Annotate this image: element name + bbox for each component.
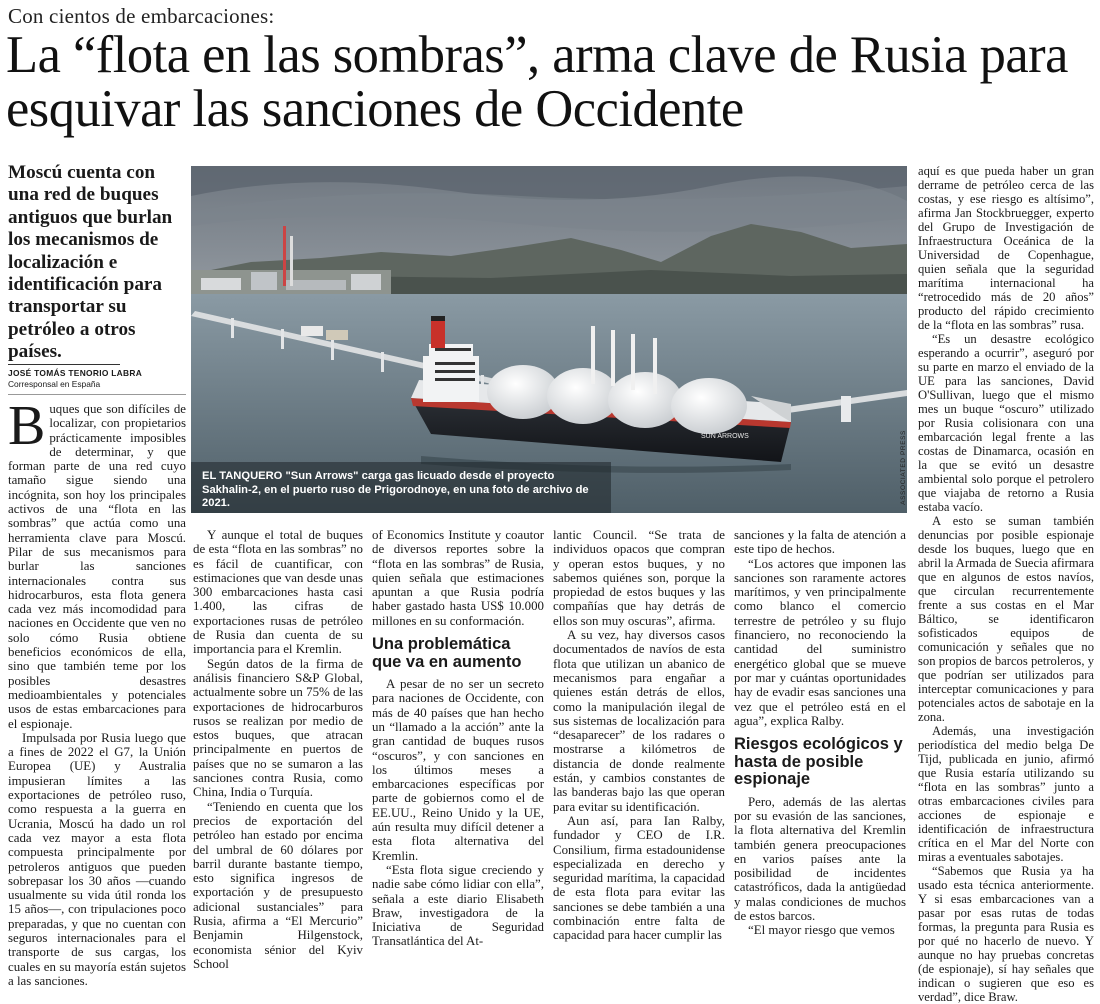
col6-paragraph-1: aquí es que pueda haber un gran derrame de petróleo cerca de las costas, y ese riesgo es altísimo”, afirma Jan Stockbruegger, experto del Grupo de Investigación de Infraestructura Oceánica de la Universidad de Copenhague, quien señala que la seguridad marítima internacional ha “retrocedido más de 20 años” producto del rápido crecimiento de la “flota en las sombras” rusa.	[918, 164, 1094, 332]
col3-paragraph-2: A pesar de no ser un secreto para naciones de Occidente, con más de 40 países que han hecho un “llamado a la acción” ante la gran cantidad de buques rusos “oscuros”, y con sanciones en los últimos meses a embarcaciones específicas por parte de gobiernos como el de EE.UU., Reino Unido y la UE, aún resulta muy difícil detener a esta flota alternativa del Kremlin.	[372, 677, 544, 863]
column-3	[372, 528, 544, 949]
column-6	[918, 164, 1094, 1004]
col1-p1-text: uques que son difíciles de localizar, con propietarios prácticamente imposibles de determinar, y que forman parte de una red cuyo tamaño sigue siendo una incógnita, son hoy los principales activos de una “flota en las sombras” que actúa como una herramienta clave para Moscú. Pilar de sus mecanismos para burlar las sanciones internacionales contra sus hidrocarburos, esta flota genera cada vez más incomodidad para naciones en Occidente que ven no solo cómo Rusia obtiene beneficios económicos de ella, sino que también teme por los posibles desastres medioambientales y potenciales usos de estas embarcaciones para el espionaje.	[8, 402, 186, 731]
tanker-photo	[191, 166, 907, 513]
col2-paragraph-3: “Teniendo en cuenta que los precios de exportación del petróleo han estado por encima del umbral de 60 dólares por barril durante bastante tiempo, esto significa ingresos de exportación y de presupuesto adicional sustanciales” para Rusia, afirma a “El Mercurio” Benjamin Hilgenstock, economista sénior del Kyiv School	[193, 799, 363, 971]
caption-lead: EL TANQUERO "Sun Arrows"	[202, 470, 359, 482]
col1-paragraph-2: Impulsada por Rusia luego que a fines de 2022 el G7, la Unión Europea (UE) y Australia impusieran límites a las exportaciones de petróleo ruso, como respuesta a la guerra en Ucrania, Moscú ha dado un rol cada vez mayor a esta flota compuesta principalmente por petroleros antiguos que pueden sobrepasar los 30 años —cuando usualmente su vida útil ronda los 15 años—, con tripulaciones poco preparadas, y que no cuentan con seguros internacionales para el transporte de sus cargas, los cuales en su mayoría están sujetos a las sanciones.	[8, 730, 186, 988]
col6-paragraph-3: A esto se suman también denuncias por posible espionaje desde los buques, luego que en abril la Armada de Suecia afirmara que en algunos de estos navíos, que circulan recurrentemente frente a sus costas en el Mar Báltico, se identificaron sofisticados equipos de comunicación y señales que no son propios de barcos petroleros, y que podrían ser utilizados para interceptar comunicaciones y para potenciales actos de sabotaje en la zona.	[918, 514, 1094, 724]
column-4	[553, 528, 725, 943]
col5-paragraph-2: “Los actores que imponen las sanciones son raramente actores marítimos, y ven principalmente como blanco el comercio terrestre de petróleo y su flujo financiero, no reconociendo la cantidad del suministro energético global que se mueve por mar y cuántas oportunidades hay de evadir esas sanciones una vez que el petróleo está en el agua”, explica Ralby.	[734, 556, 906, 728]
col1-paragraph-1	[8, 395, 186, 731]
ship-name-label: SUN ARROWS	[701, 433, 749, 440]
kicker: Con cientos de embarcaciones:	[8, 4, 275, 28]
summary: Moscú cuenta con una red de buques antiguos que burlan los mecanismos de localización e identificación para transportar su petróleo a otros países.	[8, 162, 173, 363]
col3-paragraph-1: of Economics Institute y coautor de diversos reportes sobre la “flota en las sombras” de Rusia, quien señala que estimaciones apuntan a que Rusia podría haber gastado hasta US$ 10.000 millones en su conformación.	[372, 528, 544, 628]
col4-paragraph-3: Aun así, para Ian Ralby, fundador y CEO de I.R. Consilium, firma estadounidense especializada en derecho y seguridad marítima, la capacidad de esta flota para evitar las sanciones se debe también a una combinación entre falta de capacidad para hacer cumplir las	[553, 813, 725, 943]
col4-paragraph-2: A su vez, hay diversos casos documentados de navíos de esta flota que utilizan un abanico de mecanismos para engañar a quienes están detrás de ellos, como la manipulación ilegal de sus sistemas de localización para “desaparecer” de los radares o mostrarse a kilómetros de distancia de donde realmente están, y cambios constantes de las banderas bajo las que operan para evitar su identificación.	[553, 628, 725, 814]
col5-paragraph-1: sanciones y la falta de atención a este tipo de hechos.	[734, 528, 906, 557]
col6-paragraph-2: “Es un desastre ecológico esperando a ocurrir”, aseguró por su parte en marzo el enviado de la UE para las sanciones, David O'Sullivan, luego que el mismo mes un buque “oscuro” utilizado por Rusia colisionara con una embarcación legal frente a las costas de Dinamarca, ocasión en la que se evitó un desastre ambiental solo porque el petrolero que viajaba de retorno a Rusia estaba vacío.	[918, 332, 1094, 514]
col6-paragraph-4: Además, una investigación periodística del medio belga De Tijd, publicada en junio, afirmó que Rusia estaría utilizando su “flota en las sombras” junto a otras embarcaciones civiles para acciones de espionaje e identificación de infraestructura crítica en el Mar del Norte con miras a eventuales sabotajes.	[918, 724, 1094, 864]
col5-paragraph-3: Pero, además de las alertas por su evasión de las sanciones, la flota alternativa del Kremlin también genera preocupaciones en varios países ante la posibilidad de incidentes catastróficos, dada la antigüedad y malas condiciones de muchos de estos barcos.	[734, 794, 906, 924]
col4-paragraph-1: lantic Council. “Se trata de individuos opacos que compran y operan estos buques, y no sabemos quiénes son, porque la propiedad de estos buques y las compañías que hay detrás de ellos son muy oscuras”, afirma.	[553, 528, 725, 628]
col3-subhead: Una problemática que va en aumento	[372, 635, 522, 671]
col5-paragraph-4: “El mayor riesgo que vemos	[748, 923, 895, 938]
byline-role: Corresponsal en España	[8, 379, 101, 389]
col3-paragraph-3: “Esta flota sigue creciendo y nadie sabe cómo lidiar con ella”, señala a este diario Elisabeth Braw, investigadora de la Iniciativa de Seguridad Transatlántica del At-	[372, 862, 544, 949]
photo-caption	[202, 470, 602, 511]
headline: La “flota en las sombras”, arma clave de Rusia para esquivar las sanciones de Occidente	[6, 26, 1068, 138]
byline-name: JOSÉ TOMÁS TENORIO LABRA	[8, 368, 143, 378]
col2-paragraph-2: Según datos de la firma de análisis financiero S&P Global, actualmente sobre un 75% de las exportaciones de hidrocarburos rusos se realizan por medio de estos buques, que atracan principalmente en puertos de países que no se sumaron a las sanciones contra Rusia, como China, India o Turquía.	[193, 656, 363, 800]
dropcap: B	[8, 395, 46, 457]
byline-rule	[8, 364, 120, 365]
byline	[8, 368, 186, 389]
col6-paragraph-5: “Sabemos que Rusia ya ha usado esta técnica anteriormente. Y si esas embarcaciones van a pasar por esas rutas de todas formas, la pregunta para Rusia es por qué no hacerlo de nuevo. Y aunque no hay pruebas concretas (de espionaje), sí hay señales que indican o sugieren que eso es verdad”, dice Braw.	[918, 864, 1094, 1004]
caption-rest: carga gas licuado desde el proyecto Sakhalin-2, en el puerto ruso de Prigorodnoye, en una foto de archivo de 2021.	[202, 470, 589, 509]
col2-paragraph-1: Y aunque el total de buques de esta “flota en las sombras” no es fácil de cuantificar, con estimaciones que van desde unas 300 embarcaciones hasta casi 1.400, las cifras de exportaciones rusas de petróleo de Rusia dan cuenta de su importancia para el Kremlin.	[193, 528, 363, 657]
tanker-photo-illustration	[191, 166, 907, 513]
column-2	[193, 528, 363, 971]
col5-subhead: Riesgos ecológicos y hasta de posible espionaje	[734, 735, 903, 789]
column-1	[8, 395, 186, 988]
column-5	[734, 528, 906, 938]
photo-credit: ASSOCIATED PRESS	[900, 430, 907, 505]
